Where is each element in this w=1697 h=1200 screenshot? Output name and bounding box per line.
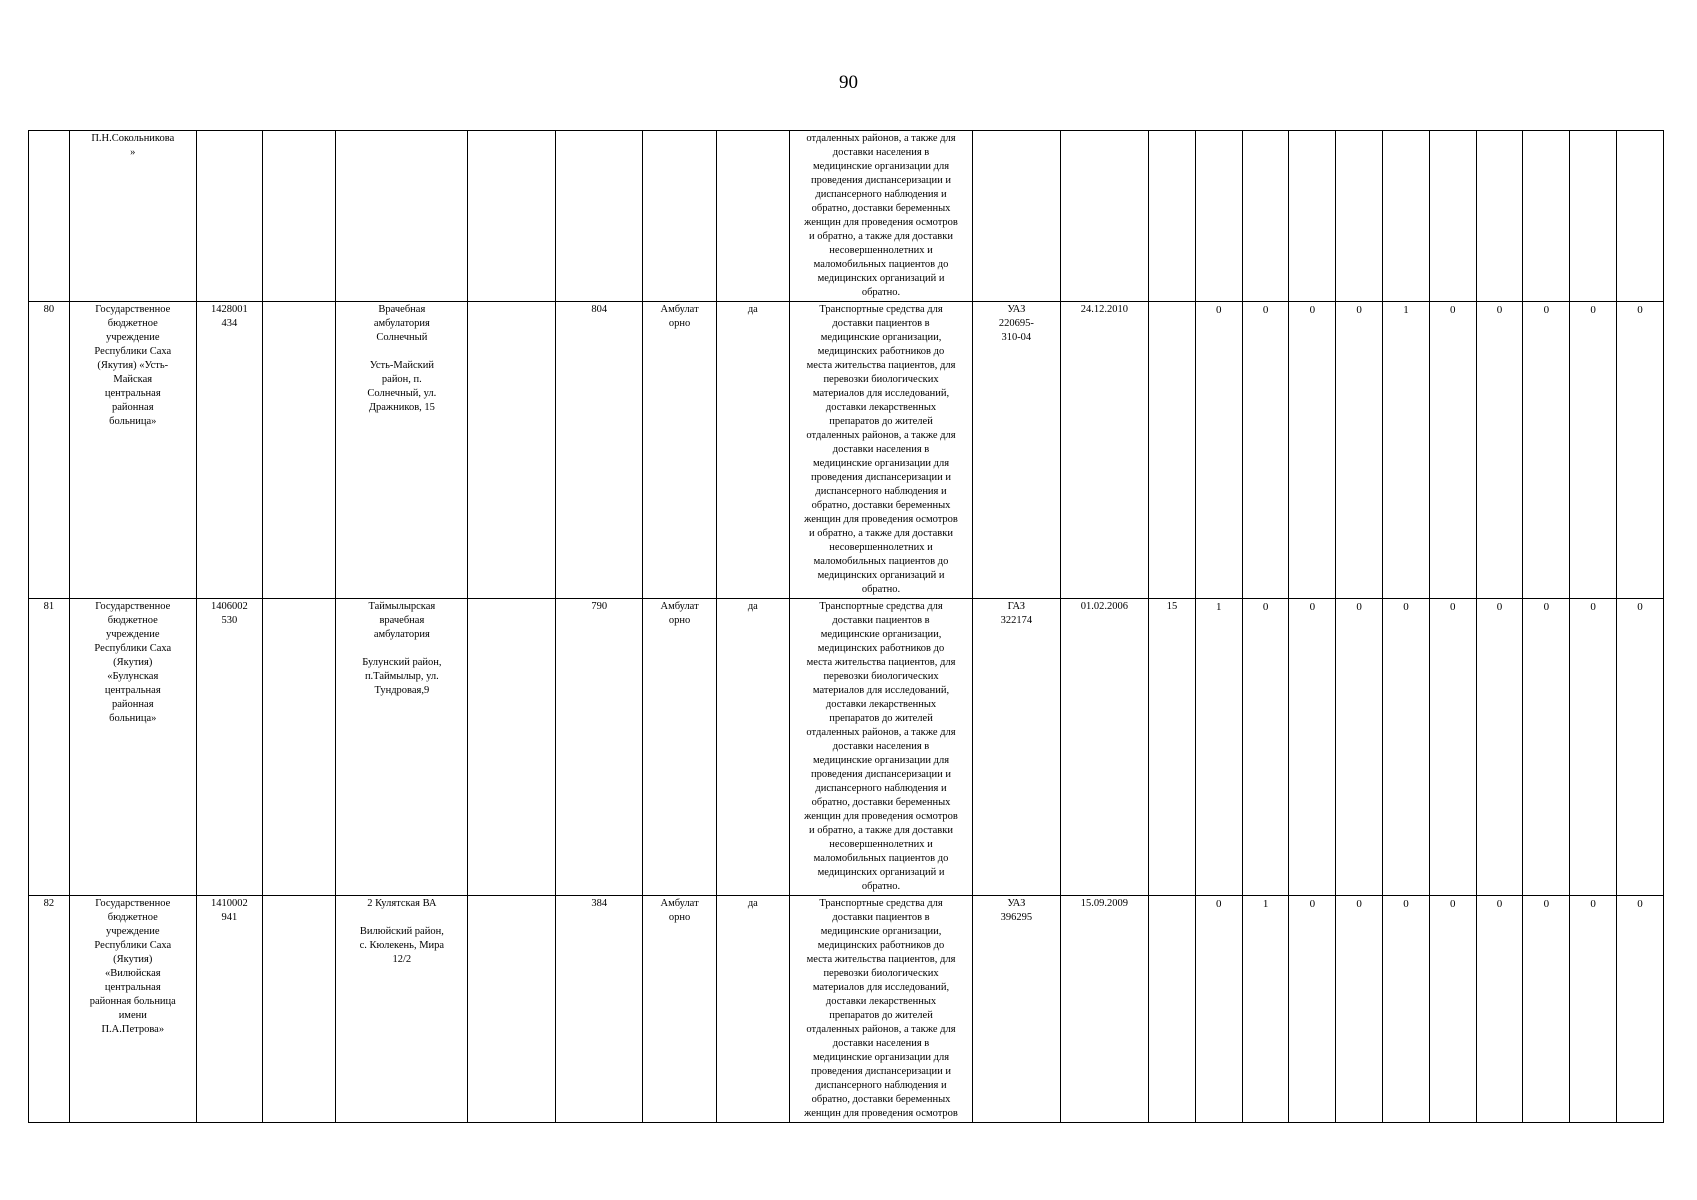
cell-distance: 804 [555, 302, 642, 599]
table-row [29, 131, 1664, 302]
cell-care-type: Амбулат орно [643, 302, 716, 599]
cell-count-2: 1 [1242, 896, 1289, 1123]
cell-col-4 [262, 131, 335, 302]
cell-count-4: 0 [1336, 599, 1383, 896]
cell-inn: 1406002 530 [196, 599, 262, 896]
cell-row-number: 81 [29, 599, 70, 896]
cell-count-1: 0 [1195, 896, 1242, 1123]
cell-count-2: 0 [1242, 599, 1289, 896]
cell-count-9: 0 [1570, 599, 1617, 896]
cell-distance [555, 131, 642, 302]
cell-row-number: 82 [29, 896, 70, 1123]
cell-count-7 [1476, 131, 1523, 302]
cell-count-7: 0 [1476, 599, 1523, 896]
cell-count-1 [1195, 131, 1242, 302]
cell-count-6: 0 [1429, 599, 1476, 896]
cell-count-4 [1336, 131, 1383, 302]
cell-col-6 [468, 599, 555, 896]
cell-col-13: 15 [1149, 599, 1196, 896]
cell-purpose: Транспортные средства для доставки пациентов в медицинские организации, медицинских работников до места жительства пациентов, для перевозки биологических материалов для исследований, доставки лекарственных препаратов до жителей отдаленных районов, а также для доставки населения в медицинские организации для проведения диспансеризации и диспансерного наблюдения и обратно, доставки беременных женщин для проведения осмотров [789, 896, 972, 1123]
cell-col-13 [1149, 302, 1196, 599]
cell-count-8: 0 [1523, 599, 1570, 896]
cell-count-1: 0 [1195, 302, 1242, 599]
cell-vehicle-model: ГАЗ 322174 [973, 599, 1060, 896]
cell-date [1060, 131, 1149, 302]
cell-vehicle-model: УАЗ 396295 [973, 896, 1060, 1123]
cell-col-6 [468, 302, 555, 599]
cell-purpose: Транспортные средства для доставки пациентов в медицинские организации, медицинских работников до места жительства пациентов, для перевозки биологических материалов для исследований, доставки лекарственных препаратов до жителей отдаленных районов, а также для доставки населения в медицинские организации для проведения диспансеризации и диспансерного наблюдения и обратно, доставки беременных женщин для проведения осмотров и обратно, а также для доставки несовершеннолетних и маломобильных пациентов до медицинских организаций и обратно. [789, 599, 972, 896]
cell-row-number: 80 [29, 302, 70, 599]
cell-row-number [29, 131, 70, 302]
cell-col-4 [262, 896, 335, 1123]
cell-facility-address: 2 Кулятская ВА Вилюйский район, с. Кюлекень, Мира 12/2 [336, 896, 468, 1123]
cell-count-1: 1 [1195, 599, 1242, 896]
cell-count-3: 0 [1289, 599, 1336, 896]
cell-organization: Государственное бюджетное учреждение Республики Саха (Якутия) «Булунская центральная районная больница» [69, 599, 196, 896]
cell-col-6 [468, 131, 555, 302]
cell-inn: 1428001 434 [196, 302, 262, 599]
cell-count-4: 0 [1336, 302, 1383, 599]
cell-col-6 [468, 896, 555, 1123]
cell-col-13 [1149, 131, 1196, 302]
cell-col-4 [262, 302, 335, 599]
cell-date: 24.12.2010 [1060, 302, 1149, 599]
cell-count-5: 0 [1383, 599, 1430, 896]
cell-count-9: 0 [1570, 302, 1617, 599]
cell-count-10: 0 [1617, 896, 1664, 1123]
table-row [29, 302, 1664, 599]
cell-count-8: 0 [1523, 896, 1570, 1123]
cell-count-9 [1570, 131, 1617, 302]
cell-organization: Государственное бюджетное учреждение Республики Саха (Якутия) «Усть- Майская центральная районная больница» [69, 302, 196, 599]
cell-purpose: Транспортные средства для доставки пациентов в медицинские организации, медицинских работников до места жительства пациентов, для перевозки биологических материалов для исследований, доставки лекарственных препаратов до жителей отдаленных районов, а также для доставки населения в медицинские организации для проведения диспансеризации и диспансерного наблюдения и обратно, доставки беременных женщин для проведения осмотров и обратно, а также для доставки несовершеннолетних и маломобильных пациентов до медицинских организаций и обратно. [789, 302, 972, 599]
cell-organization: П.Н.Сокольникова » [69, 131, 196, 302]
cell-date: 01.02.2006 [1060, 599, 1149, 896]
cell-count-10: 0 [1617, 599, 1664, 896]
cell-care-type: Амбулат орно [643, 599, 716, 896]
cell-count-8 [1523, 131, 1570, 302]
cell-count-8: 0 [1523, 302, 1570, 599]
cell-col-4 [262, 599, 335, 896]
cell-count-5: 0 [1383, 896, 1430, 1123]
cell-inn [196, 131, 262, 302]
cell-distance: 384 [555, 896, 642, 1123]
cell-col-13 [1149, 896, 1196, 1123]
cell-vehicle-model [973, 131, 1060, 302]
cell-count-9: 0 [1570, 896, 1617, 1123]
cell-purpose: отдаленных районов, а также для доставки населения в медицинские организации для проведения диспансеризации и диспансерного наблюдения и обратно, доставки беременных женщин для проведения осмотров и обратно, а также для доставки несовершеннолетних и маломобильных пациентов до медицинских организаций и обратно. [789, 131, 972, 302]
cell-count-2: 0 [1242, 302, 1289, 599]
cell-distance: 790 [555, 599, 642, 896]
cell-count-7: 0 [1476, 896, 1523, 1123]
cell-flag: да [716, 302, 789, 599]
cell-count-5: 1 [1383, 302, 1430, 599]
cell-inn: 1410002 941 [196, 896, 262, 1123]
cell-count-3: 0 [1289, 896, 1336, 1123]
cell-vehicle-model: УАЗ 220695- 310-04 [973, 302, 1060, 599]
cell-count-6: 0 [1429, 302, 1476, 599]
cell-flag: да [716, 896, 789, 1123]
cell-date: 15.09.2009 [1060, 896, 1149, 1123]
cell-flag [716, 131, 789, 302]
page-number: 90 [839, 72, 858, 93]
cell-count-10: 0 [1617, 302, 1664, 599]
cell-care-type [643, 131, 716, 302]
table-row [29, 599, 1664, 896]
cell-count-6 [1429, 131, 1476, 302]
cell-facility-address [336, 131, 468, 302]
table-row [29, 896, 1664, 1123]
cell-flag: да [716, 599, 789, 896]
cell-count-2 [1242, 131, 1289, 302]
cell-organization: Государственное бюджетное учреждение Республики Саха (Якутия) «Вилюйская центральная районная больница имени П.А.Петрова» [69, 896, 196, 1123]
cell-count-3 [1289, 131, 1336, 302]
cell-count-4: 0 [1336, 896, 1383, 1123]
cell-facility-address: Таймылырская врачебная амбулатория Булунский район, п.Таймылыр, ул. Тундровая,9 [336, 599, 468, 896]
register-table [28, 130, 1664, 1123]
cell-care-type: Амбулат орно [643, 896, 716, 1123]
cell-count-7: 0 [1476, 302, 1523, 599]
cell-count-3: 0 [1289, 302, 1336, 599]
cell-count-10 [1617, 131, 1664, 302]
cell-count-6: 0 [1429, 896, 1476, 1123]
cell-count-5 [1383, 131, 1430, 302]
cell-facility-address: Врачебная амбулатория Солнечный Усть-Майский район, п. Солнечный, ул. Дражников, 15 [336, 302, 468, 599]
